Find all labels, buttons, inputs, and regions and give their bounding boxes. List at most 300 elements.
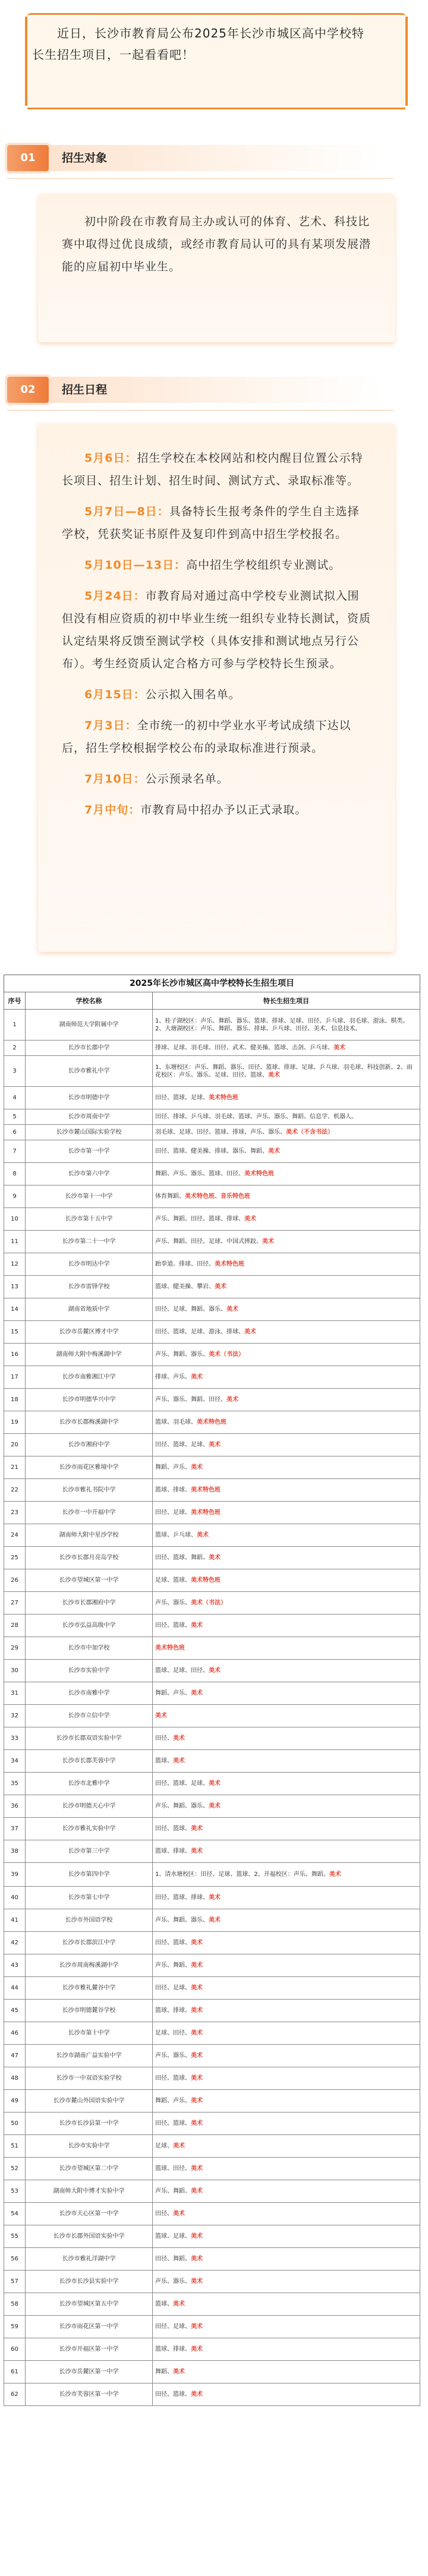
items-text: 田径、舞蹈、: [155, 2256, 191, 2262]
items-text: 篮球、排球、: [155, 1487, 191, 1493]
cell-no: 18: [4, 1389, 26, 1411]
table-row: [4, 2045, 420, 2067]
cell-school: 长沙市岳麓区第一中学: [26, 2361, 153, 2383]
cell-items: [153, 1366, 420, 1389]
schedule-date: 5月24日：: [84, 589, 146, 603]
cell-items: [153, 1863, 420, 1887]
cell-no: 58: [4, 2293, 26, 2316]
cell-school: 长沙市第十五中学: [26, 1208, 153, 1231]
table-row: [4, 1547, 420, 1569]
cell-no: 25: [4, 1547, 26, 1569]
items-text: 田径、篮球、舞蹈、: [155, 1555, 209, 1561]
schedule-date: 7月中旬：: [84, 803, 141, 816]
cell-no: 11: [4, 1231, 26, 1253]
cell-school: 长沙市长郡月亮岛学校: [26, 1547, 153, 1569]
section-title-bar: [50, 377, 383, 403]
items-highlight: 美术: [268, 1071, 280, 1079]
cell-items: [153, 2045, 420, 2067]
cell-school: 长沙市实验中学: [26, 1660, 153, 1682]
cell-school: 长沙市立信中学: [26, 1705, 153, 1727]
cell-items: [153, 2022, 420, 2045]
cell-school: 长沙市一中双语实验学校: [26, 2067, 153, 2090]
table-row: [4, 2316, 420, 2338]
cell-items: [153, 1705, 420, 1727]
items-highlight: 美术: [191, 2233, 203, 2240]
cell-no: 13: [4, 1276, 26, 1298]
cell-items: [153, 2271, 420, 2293]
items-text: 篮球、排球、: [155, 2346, 191, 2353]
cell-no: 31: [4, 1682, 26, 1705]
items-text: 足球、篮球、: [155, 1577, 191, 1584]
cell-no: 3: [4, 1056, 26, 1087]
items-highlight: 美术: [173, 1758, 185, 1764]
table-row: [4, 1932, 420, 1954]
table-row: [4, 2383, 420, 2406]
items-text: 声乐、舞蹈、田径、篮球、排球、: [155, 1216, 244, 1222]
items-highlight: 美术: [191, 1825, 203, 1832]
cell-no: 21: [4, 1456, 26, 1479]
cell-school: 长沙市实验中学: [26, 2135, 153, 2158]
items-highlight: 美术特色班: [209, 1095, 238, 1101]
cell-items: [153, 2112, 420, 2135]
items-text: 声乐、舞蹈、: [155, 1962, 191, 1969]
cell-no: 17: [4, 1366, 26, 1389]
cell-items: [153, 2090, 420, 2112]
items-text: 舞蹈、: [155, 2369, 173, 2375]
cell-no: 62: [4, 2383, 26, 2406]
items-highlight: 美术特色班: [215, 1261, 244, 1267]
items-highlight: 美术: [262, 1238, 274, 1245]
schedule-text: 市教育局对通过高中学校专业测试拟入围但没有相应资质的初中毕业生统一组织专业特长测试，资质认定结果将反馈至测试学校（具体安排和测试地点另行公布）。考生经资质认定合格方可参与学校特长生预录。: [62, 589, 372, 670]
items-highlight: 美术: [329, 1871, 341, 1878]
table-row: [4, 2000, 420, 2022]
items-text: 排球、足球、羽毛球、田径、武术、健美操、篮球、击剑、乒乓球、: [155, 1045, 333, 1051]
cell-no: 42: [4, 1932, 26, 1954]
cell-items: [153, 1818, 420, 1840]
items-text: 声乐、舞蹈、器乐、: [155, 1803, 209, 1809]
table-row: [4, 1524, 420, 1547]
items-text: 舞蹈、声乐、: [155, 2098, 191, 2104]
items-highlight: 美术（书法）: [191, 1600, 226, 1606]
cell-no: 20: [4, 1434, 26, 1456]
cell-items: [153, 1087, 420, 1109]
cell-no: 15: [4, 1321, 26, 1344]
table-caption: 2025年长沙市城区高中学校特长生招生项目: [4, 975, 420, 992]
items-highlight: 美术特色班: [197, 1419, 226, 1426]
cell-school: 长沙市湘府中学: [26, 1434, 153, 1456]
table-row: [4, 1163, 420, 1185]
items-highlight: 美术: [173, 2143, 185, 2149]
cell-items: [153, 1977, 420, 2000]
table-row: [4, 2338, 420, 2361]
header-items: 特长生招生项目: [153, 992, 420, 1010]
cell-no: 24: [4, 1524, 26, 1547]
cell-school: 长沙市芙蓉区第一中学: [26, 2383, 153, 2406]
table-row: [4, 1434, 420, 1456]
table-row: [4, 1041, 420, 1056]
cell-school: 长沙市第三中学: [26, 1840, 153, 1863]
cell-no: 7: [4, 1140, 26, 1163]
cell-school: 长沙市第七中学: [26, 1887, 153, 1909]
cell-school: 湖南师大附中博才实验中学: [26, 2180, 153, 2203]
cell-items: [153, 2293, 420, 2316]
cell-items: [153, 1592, 420, 1615]
items-highlight: 美术: [215, 1284, 226, 1290]
cell-items: [153, 2225, 420, 2248]
cell-no: 47: [4, 2045, 26, 2067]
cell-no: 5: [4, 1109, 26, 1125]
cell-school: 长沙市长郡湘府中学: [26, 1592, 153, 1615]
cell-no: 43: [4, 1954, 26, 1977]
schedule-date: 7月3日：: [84, 719, 137, 732]
cell-items: [153, 1434, 420, 1456]
items-text: 篮球、排球、: [155, 1848, 191, 1855]
cell-no: 28: [4, 1615, 26, 1637]
cell-no: 35: [4, 1773, 26, 1795]
cell-school: 长沙市望城区第一中学: [26, 1569, 153, 1592]
items-text: 足球、: [155, 2143, 173, 2149]
items-text: 排球、声乐、: [155, 1374, 191, 1380]
items-text: 田径、篮球、足球、: [155, 1780, 209, 1787]
target-panel: [38, 194, 395, 342]
cell-school: 长沙市长郡双语实验中学: [26, 1727, 153, 1750]
items-text: 田径、: [155, 2211, 173, 2217]
cell-items: [153, 1125, 420, 1140]
table-row: [4, 1056, 420, 1087]
items-text: 体育舞蹈、: [155, 1193, 185, 1200]
items-highlight: 美术: [191, 2165, 203, 2172]
cell-items: [153, 2067, 420, 2090]
cell-items: [153, 1773, 420, 1795]
items-highlight: 美术（书法）: [209, 1351, 244, 1358]
schedule-panel: [38, 423, 395, 952]
project-table-section: [4, 975, 420, 2567]
schedule-item: [62, 554, 371, 576]
table-row: [4, 2158, 420, 2180]
cell-items: [153, 1727, 420, 1750]
cell-no: 60: [4, 2338, 26, 2361]
cell-items: [153, 1298, 420, 1321]
schedule-date: 6月15日：: [84, 688, 146, 701]
cell-items: [153, 1954, 420, 1977]
cell-no: 52: [4, 2158, 26, 2180]
table-row: [4, 1887, 420, 1909]
cell-no: 53: [4, 2180, 26, 2203]
cell-no: 10: [4, 1208, 26, 1231]
items-text: 田径、篮球、健美操、排球、器乐、舞蹈、: [155, 1148, 268, 1155]
items-text: 田径、篮球、: [155, 2075, 191, 2082]
cell-items: [153, 1887, 420, 1909]
cell-items: [153, 2000, 420, 2022]
cell-no: 34: [4, 1750, 26, 1773]
table-row: [4, 1253, 420, 1276]
items-text: 田径、篮球、排球、: [155, 1894, 209, 1901]
cell-school: 长沙市明德中学: [26, 1087, 153, 1109]
cell-school: 长沙市第二十一中学: [26, 1231, 153, 1253]
items-text: 篮球、田径、: [155, 2165, 191, 2172]
items-text: 篮球、健美操、攀岩、: [155, 1284, 215, 1290]
table-row: [4, 1389, 420, 1411]
items-text: 篮球、足球、: [155, 2233, 191, 2240]
cell-no: 59: [4, 2316, 26, 2338]
cell-items: [153, 1109, 420, 1125]
divider: [7, 410, 394, 411]
schedule-date: 5月10日—13日：: [84, 559, 187, 572]
cell-items: [153, 1795, 420, 1818]
cell-no: 36: [4, 1795, 26, 1818]
schedule-item: [62, 585, 371, 675]
items-text: 田径、足球、: [155, 2323, 191, 2330]
target-text: 初中阶段在市教育局主办或认可的体育、艺术、科技比赛中取得过优良成绩，或经市教育局认可的具有某项发展潜能的应届初中毕业生。: [62, 215, 372, 273]
cell-items: [153, 2316, 420, 2338]
items-highlight: 美术: [173, 2211, 185, 2217]
schedule-text: 公示预录名单。: [145, 773, 229, 786]
table-row: [4, 2225, 420, 2248]
cell-items: [153, 2361, 420, 2383]
table-row: [4, 2361, 420, 2383]
items-text: 篮球、乒乓球、: [155, 1532, 197, 1538]
items-text: 篮球、: [155, 1758, 173, 1764]
items-highlight: 美术: [191, 2391, 203, 2398]
cell-school: 长沙市明德天心中学: [26, 1795, 153, 1818]
table-header-row: [4, 992, 420, 1010]
items-text: 舞蹈、声乐、: [155, 1690, 191, 1697]
items-highlight: 美术: [244, 1329, 256, 1335]
table-row: [4, 1140, 420, 1163]
items-text: 声乐、器乐、: [155, 2052, 191, 2059]
items-text: 声乐、舞蹈、: [155, 2188, 191, 2195]
items-text: 舞蹈、声乐、: [155, 1464, 191, 1471]
cell-no: 41: [4, 1909, 26, 1932]
items-highlight: 美术: [191, 1848, 203, 1855]
cell-no: 8: [4, 1163, 26, 1185]
items-highlight: 美术: [226, 1396, 238, 1403]
table-row: [4, 1682, 420, 1705]
cell-school: 长沙市开福区第一中学: [26, 2338, 153, 2361]
cell-school: 长沙市长郡芙蓉中学: [26, 1750, 153, 1773]
items-highlight: 美术: [173, 2301, 185, 2307]
cell-school: 长沙市北雅中学: [26, 1773, 153, 1795]
cell-no: 12: [4, 1253, 26, 1276]
cell-items: [153, 1389, 420, 1411]
cell-no: 1: [4, 1010, 26, 1041]
cell-school: 长沙市南雅湘江中学: [26, 1366, 153, 1389]
table-row: [4, 1727, 420, 1750]
items-text: 1、桂子湖校区：声乐、舞蹈、器乐、篮球、排球、足球、田径、乒乓球、羽毛球、游泳、棋类。2、大塘湖校区：声乐、舞蹈、器乐、排球、乒乓球、田径、美术、信息技术。: [155, 1017, 409, 1032]
cell-no: 6: [4, 1125, 26, 1140]
cell-school: 长沙市南雅中学: [26, 1682, 153, 1705]
items-highlight: 美术: [191, 2052, 203, 2059]
cell-school: 湖南师大附中星沙学校: [26, 1524, 153, 1547]
items-highlight: 美术: [333, 1045, 345, 1051]
cell-school: 长沙市周南中学: [26, 1109, 153, 1125]
cell-items: [153, 1411, 420, 1434]
items-highlight: 美术: [191, 1622, 203, 1629]
items-text: 舞蹈、声乐、器乐、篮球、田径、: [155, 1171, 244, 1177]
items-highlight: 美术: [191, 2120, 203, 2127]
header-school: 学校名称: [26, 992, 153, 1010]
cell-school: 长沙市第四中学: [26, 1863, 153, 1887]
cell-school: 长沙市雅礼麓谷中学: [26, 1977, 153, 2000]
cell-items: [153, 1344, 420, 1366]
table-row: [4, 2022, 420, 2045]
table-row: [4, 1502, 420, 1524]
cell-items: [153, 2180, 420, 2203]
table-row: [4, 1705, 420, 1727]
items-highlight: 美术: [191, 2075, 203, 2082]
cell-items: [153, 2248, 420, 2271]
items-highlight: 美术特色班: [191, 1577, 221, 1584]
cell-no: 27: [4, 1592, 26, 1615]
cell-school: 长沙市麓山国际实验学校: [26, 1125, 153, 1140]
items-text: 田径、篮球、: [155, 1940, 191, 1946]
table-row: [4, 1637, 420, 1660]
cell-school: 长沙市雅礼中学: [26, 1056, 153, 1087]
cell-items: [153, 1840, 420, 1863]
items-text: 田径、足球、: [155, 1509, 191, 1516]
items-highlight: 美术: [209, 1555, 221, 1561]
table-row: [4, 1125, 420, 1140]
section-number: 01: [7, 145, 49, 171]
items-highlight: 美术特色班: [244, 1171, 274, 1177]
cell-items: [153, 2203, 420, 2225]
cell-school: 长沙市第十一中学: [26, 1185, 153, 1208]
cell-no: 23: [4, 1502, 26, 1524]
cell-no: 2: [4, 1041, 26, 1056]
table-row: [4, 1411, 420, 1434]
cell-items: [153, 2158, 420, 2180]
cell-school: 长沙市望城区第五中学: [26, 2293, 153, 2316]
table-row: [4, 2090, 420, 2112]
items-text: 羽毛球、足球、田径、篮球、排球、声乐、器乐、: [155, 1129, 286, 1136]
schedule-item: [62, 683, 371, 706]
items-highlight: 美术: [244, 1216, 256, 1222]
table-row: [4, 1185, 420, 1208]
cell-school: 长沙市天心区第一中学: [26, 2203, 153, 2225]
items-text: 篮球、排球、: [155, 2007, 191, 2014]
items-text: 声乐、舞蹈、器乐、: [155, 1917, 209, 1924]
items-text: 田径、篮球、: [155, 1622, 191, 1629]
items-text: 声乐、舞蹈、田径、足球、中国式摔跤、: [155, 1238, 262, 1245]
items-highlight: 美术: [209, 1803, 221, 1809]
items-highlight: 美术特色班: [155, 1645, 185, 1651]
schedule-text: 市教育局中招办予以正式录取。: [140, 803, 307, 816]
cell-school: 长沙市明德华兴中学: [26, 1389, 153, 1411]
table-row: [4, 2248, 420, 2271]
section-header-schedule: [0, 371, 428, 410]
table-row: [4, 1773, 420, 1795]
section-title: 招生日程: [62, 383, 108, 396]
items-highlight: 美术: [191, 1985, 203, 1991]
cell-no: 9: [4, 1185, 26, 1208]
cell-no: 26: [4, 1569, 26, 1592]
items-highlight: 美术: [226, 1306, 238, 1313]
cell-items: [153, 1660, 420, 1682]
items-highlight: 美术: [191, 2256, 203, 2262]
cell-items: [153, 1010, 420, 1041]
cell-school: 长沙市第十中学: [26, 2022, 153, 2045]
cell-no: 45: [4, 2000, 26, 2022]
items-highlight: 美术: [191, 1940, 203, 1946]
schedule-item: [62, 500, 371, 546]
schedule-text: 全市统一的初中学业水平考试成绩下达以后，招生学校根据学校公布的录取标准进行预录。: [62, 719, 351, 755]
cell-items: [153, 1615, 420, 1637]
items-text: 田径、篮球、足球、: [155, 1095, 209, 1101]
table-row: [4, 1366, 420, 1389]
section-title-bar: [50, 145, 383, 171]
table-row: [4, 1909, 420, 1932]
cell-school: 长沙市湖南广益实验中学: [26, 2045, 153, 2067]
cell-no: 38: [4, 1840, 26, 1863]
intro-section: [0, 0, 428, 119]
divider: [7, 178, 394, 179]
cell-items: [153, 1208, 420, 1231]
cell-school: 长沙市雅礼洋湖中学: [26, 2248, 153, 2271]
items-text: 1、清水塘校区：田径、足球、篮球、2、开福校区：声乐、舞蹈、: [155, 1871, 329, 1878]
table-row: [4, 2135, 420, 2158]
cell-school: 长沙市第六中学: [26, 1163, 153, 1185]
cell-school: 长沙市雅礼实验中学: [26, 1818, 153, 1840]
table-row: [4, 2180, 420, 2203]
cell-items: [153, 1056, 420, 1087]
items-text: 篮球、羽毛球、: [155, 1419, 197, 1426]
cell-school: 长沙市周南梅溪湖中学: [26, 1954, 153, 1977]
cell-no: 56: [4, 2248, 26, 2271]
cell-no: 54: [4, 2203, 26, 2225]
schedule-text: 招生学校在本校网站和校内醒目位置公示特长项目、招生计划、招生时间、测试方式、录取标准等。: [62, 452, 363, 487]
schedule-item: [62, 799, 371, 821]
items-highlight: 美术: [191, 1690, 203, 1697]
cell-no: 46: [4, 2022, 26, 2045]
cell-items: [153, 1569, 420, 1592]
cell-no: 14: [4, 1298, 26, 1321]
items-text: 田径、篮球、: [155, 2391, 191, 2398]
table-row: [4, 2112, 420, 2135]
table-row: [4, 1276, 420, 1298]
cell-no: 16: [4, 1344, 26, 1366]
cell-school: 湖南师范大学附属中学: [26, 1010, 153, 1041]
cell-school: 长沙市外国语学校: [26, 1909, 153, 1932]
cell-items: [153, 1140, 420, 1163]
cell-no: 55: [4, 2225, 26, 2248]
items-highlight: 美术（不含书法）: [286, 1129, 333, 1136]
cell-items: [153, 2383, 420, 2406]
schedule-item: [62, 768, 371, 790]
items-highlight: 美术: [209, 1917, 221, 1924]
cell-school: 长沙市明达中学: [26, 1253, 153, 1276]
cell-school: 长沙市中加学校: [26, 1637, 153, 1660]
cell-items: [153, 1524, 420, 1547]
table-row: [4, 1109, 420, 1125]
cell-school: 长沙市长沙县第一中学: [26, 2112, 153, 2135]
cell-school: 长沙市明德麓谷学校: [26, 2000, 153, 2022]
cell-items: [153, 2135, 420, 2158]
cell-school: 长沙市一中开福中学: [26, 1502, 153, 1524]
cell-school: 长沙市雅礼书院中学: [26, 1479, 153, 1502]
cell-no: 33: [4, 1727, 26, 1750]
items-highlight: 美术: [191, 2098, 203, 2104]
cell-no: 49: [4, 2090, 26, 2112]
cell-items: [153, 1502, 420, 1524]
table-row: [4, 1087, 420, 1109]
cell-items: [153, 1909, 420, 1932]
items-highlight: 美术特色班、音乐特色班: [185, 1193, 250, 1200]
items-text: 声乐、器乐、: [155, 2278, 191, 2285]
items-text: 田径、篮球、: [155, 1825, 191, 1832]
items-text: 声乐、器乐、: [155, 1600, 191, 1606]
schedule-list: [62, 447, 371, 830]
items-highlight: 美术: [173, 2369, 185, 2375]
